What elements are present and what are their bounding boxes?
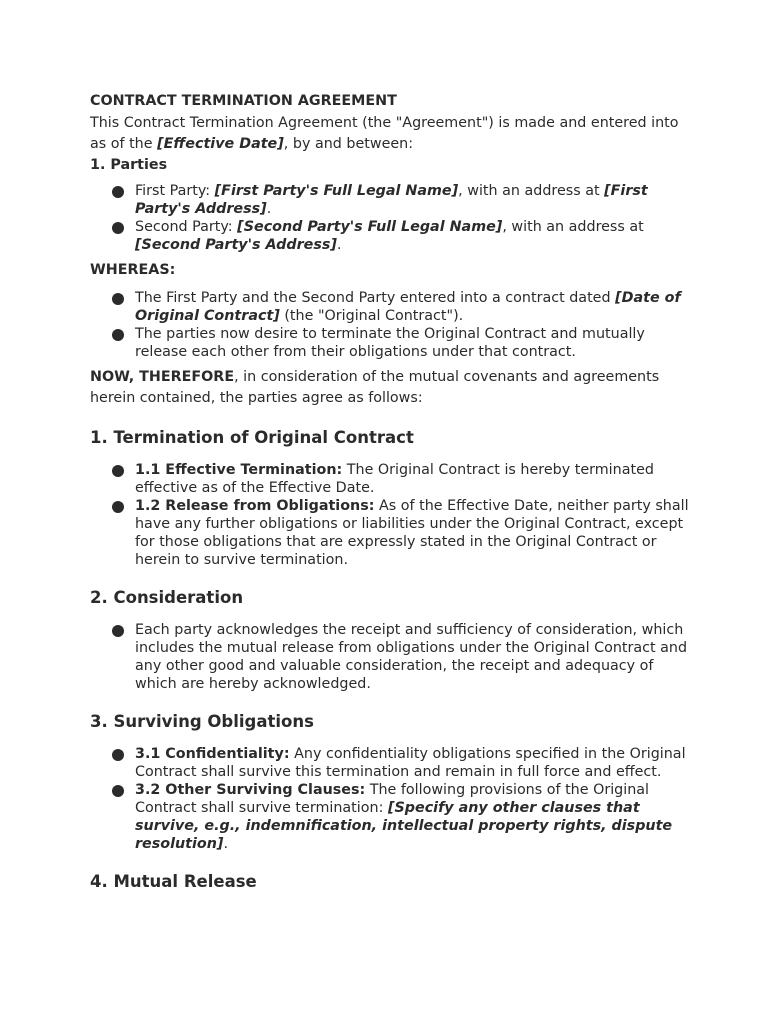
effective-date-placeholder: [Effective Date] [157, 136, 284, 152]
bullet-icon [112, 222, 124, 234]
document-title: CONTRACT TERMINATION AGREEMENT [90, 93, 397, 109]
intro-paragraph [90, 113, 690, 155]
intro-text: This Contract Termination Agreement (the "Agreement") is made and entered into as of the [90, 115, 679, 152]
section-heading: 2. Consideration [90, 588, 244, 607]
list-item: First Party: [First Party's Full Legal Name], with an address at [First Party's Address]. [90, 182, 690, 218]
intro-text-end: , by and between: [283, 136, 414, 152]
section-3-list [90, 745, 690, 853]
section-1-list [90, 461, 690, 569]
section-heading: 3. Surviving Obligations [90, 712, 314, 731]
section-heading: 4. Mutual Release [90, 872, 257, 891]
first-party-address-placeholder: [First Party's Address] [135, 183, 648, 217]
second-party-name-placeholder: [Second Party's Full Legal Name] [237, 219, 503, 235]
list-item: Second Party: [Second Party's Full Legal Name], with an address at [Second Party's Address]. [90, 218, 690, 254]
bullet-icon [112, 625, 124, 637]
list-item: 3.1 Confidentiality: Any confidentiality obligations specified in the Original Contract shall survive this termination and remain in full force and effect. [90, 745, 690, 781]
bullet-icon [112, 749, 124, 761]
list-item: The parties now desire to terminate the Original Contract and mutually release each other from their obligations under that contract. [90, 325, 690, 361]
section-heading: 1. Termination of Original Contract [90, 428, 414, 447]
list-item: 3.2 Other Surviving Clauses: The following provisions of the Original Contract shall survive termination: [Specify any other clauses that survive, e.g., indemnification, intellectual property rights, dispute resolution]. [90, 781, 690, 853]
list-item: 1.1 Effective Termination: The Original Contract is hereby terminated effective as of the Effective Date. [90, 461, 690, 497]
parties-heading: 1. Parties [90, 157, 168, 173]
bullet-icon [112, 293, 124, 305]
second-party-address-placeholder: [Second Party's Address] [135, 237, 337, 253]
bullet-icon [112, 785, 124, 797]
bullet-icon [112, 501, 124, 513]
bullet-icon [112, 329, 124, 341]
whereas-heading: WHEREAS: [90, 262, 176, 278]
section-2-list [90, 621, 690, 693]
list-item: The First Party and the Second Party entered into a contract dated [Date of Original Contract] (the "Original Contract"). [90, 289, 690, 325]
parties-list [90, 182, 690, 254]
bullet-icon [112, 186, 124, 198]
document [90, 92, 690, 893]
original-contract-date-placeholder: [Date of Original Contract] [135, 290, 681, 324]
now-therefore-paragraph: NOW, THEREFORE, in consideration of the mutual covenants and agreements herein contained, the parties agree as follows: [90, 369, 660, 406]
list-item: Each party acknowledges the receipt and sufficiency of consideration, which includes the mutual release from obligations under the Original Contract and any other good and valuable consideration, the receipt and adequacy of which are hereby acknowledged. [90, 621, 690, 693]
bullet-icon [112, 465, 124, 477]
first-party-name-placeholder: [First Party's Full Legal Name] [214, 183, 459, 199]
whereas-list [90, 289, 690, 361]
list-item: 1.2 Release from Obligations: As of the Effective Date, neither party shall have any further obligations or liabilities under the Original Contract, except for those obligations that are expressly stated in the Original Contract or herein to survive termination. [90, 497, 690, 569]
surviving-clauses-placeholder: [Specify any other clauses that survive, e.g., indemnification, intellectual property rights, dispute resolution] [135, 800, 673, 852]
